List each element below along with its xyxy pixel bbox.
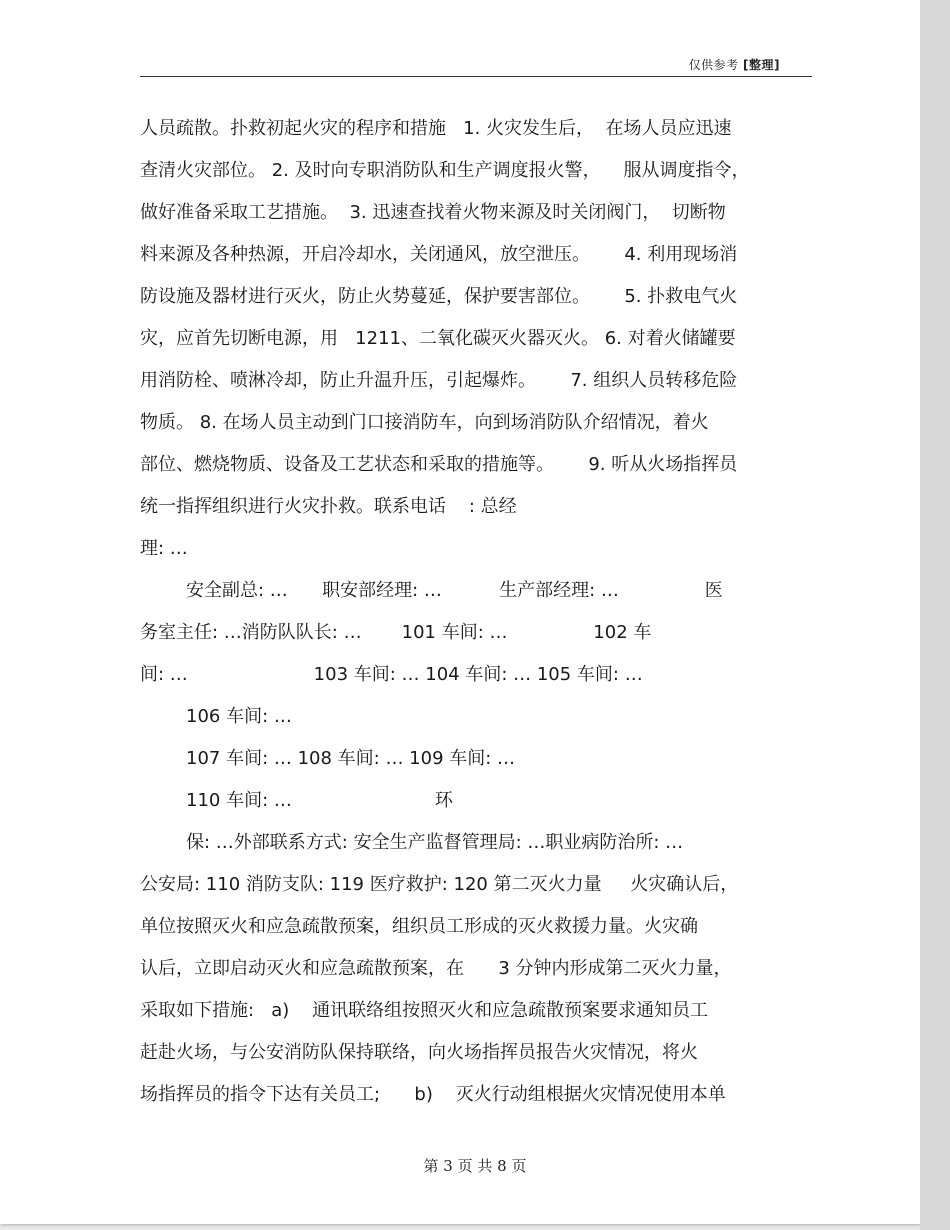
page-header bbox=[689, 56, 780, 73]
page-number-footer: 第 3 页 共 8 页 bbox=[423, 1157, 527, 1175]
document-body bbox=[140, 108, 812, 1116]
text-line: 料来源及各种热源，开启冷却水，关闭通风，放空泄压。 4. 利用现场消 bbox=[140, 244, 738, 265]
text-line: 务室主任: …消防队队长: … 101 车间: … 102 车 bbox=[140, 622, 652, 643]
text-line: 单位按照灭火和应急疏散预案，组织员工形成的灭火救援力量。火灾确 bbox=[140, 916, 698, 937]
text-line: 间: … 103 车间: … 104 车间: … 105 车间: … bbox=[140, 664, 643, 685]
text-line: 灾，应首先切断电源，用 1211、二氧化碳灭火器灭火。 6. 对着火储罐要 bbox=[140, 328, 736, 349]
viewer-margin bbox=[920, 0, 950, 1230]
text-line: 用消防栓、喷淋冷却，防止升温升压，引起爆炸。 7. 组织人员转移危险 bbox=[140, 370, 738, 391]
text-line: 110 车间: … 环 bbox=[186, 790, 453, 811]
text-line: 部位、燃烧物质、设备及工艺状态和采取的措施等。 9. 听从火场指挥员 bbox=[140, 454, 738, 475]
text-line: 统一指挥组织进行火灾扑救。联系电话 : 总经 bbox=[140, 496, 517, 517]
text-line: 做好准备采取工艺措施。 3. 迅速查找着火物来源及时关闭阀门， 切断物 bbox=[140, 202, 726, 223]
text-line: 公安局: 110 消防支队: 119 医疗救护: 120 第二灭火力量 火灾确认后， bbox=[140, 874, 739, 895]
header-divider bbox=[140, 76, 812, 77]
text-line: 采取如下措施: a) 通讯联络组按照灭火和应急疏散预案要求通知员工 bbox=[140, 1000, 709, 1021]
text-line: 查清火灾部位。 2. 及时向专职消防队和生产调度报火警， 服从调度指令， bbox=[140, 160, 750, 181]
header-note: 仅供参考 bbox=[688, 58, 739, 72]
text-line: 107 车间: … 108 车间: … 109 车间: … bbox=[186, 748, 516, 769]
text-line: 赶赴火场，与公安消防队保持联络，向火场指挥员报告火灾情况，将火 bbox=[140, 1042, 698, 1063]
text-line: 防设施及器材进行灭火，防止火势蔓延，保护要害部位。 5. 扑救电气火 bbox=[140, 286, 738, 307]
header-tag: [整理] bbox=[743, 58, 780, 72]
text-line: 认后，立即启动灭火和应急疏散预案，在 3 分钟内形成第二灭火力量， bbox=[140, 958, 732, 979]
text-line: 人员疏散。扑救初起火灾的程序和措施 1. 火灾发生后， 在场人员应迅速 bbox=[140, 118, 732, 139]
text-line: 物质。 8. 在场人员主动到门口接消防车，向到场消防队介绍情况，着火 bbox=[140, 412, 709, 433]
text-line: 安全副总: … 职安部经理: … 生产部经理: … 医 bbox=[186, 580, 723, 601]
text-line: 理: … bbox=[140, 538, 188, 559]
text-line: 保: …外部联系方式: 安全生产监督管理局: …职业病防治所: … bbox=[186, 832, 684, 853]
text-line: 场指挥员的指令下达有关员工; b) 灭火行动组根据火灾情况使用本单 bbox=[140, 1084, 726, 1105]
text-line: 106 车间: … bbox=[186, 706, 292, 727]
